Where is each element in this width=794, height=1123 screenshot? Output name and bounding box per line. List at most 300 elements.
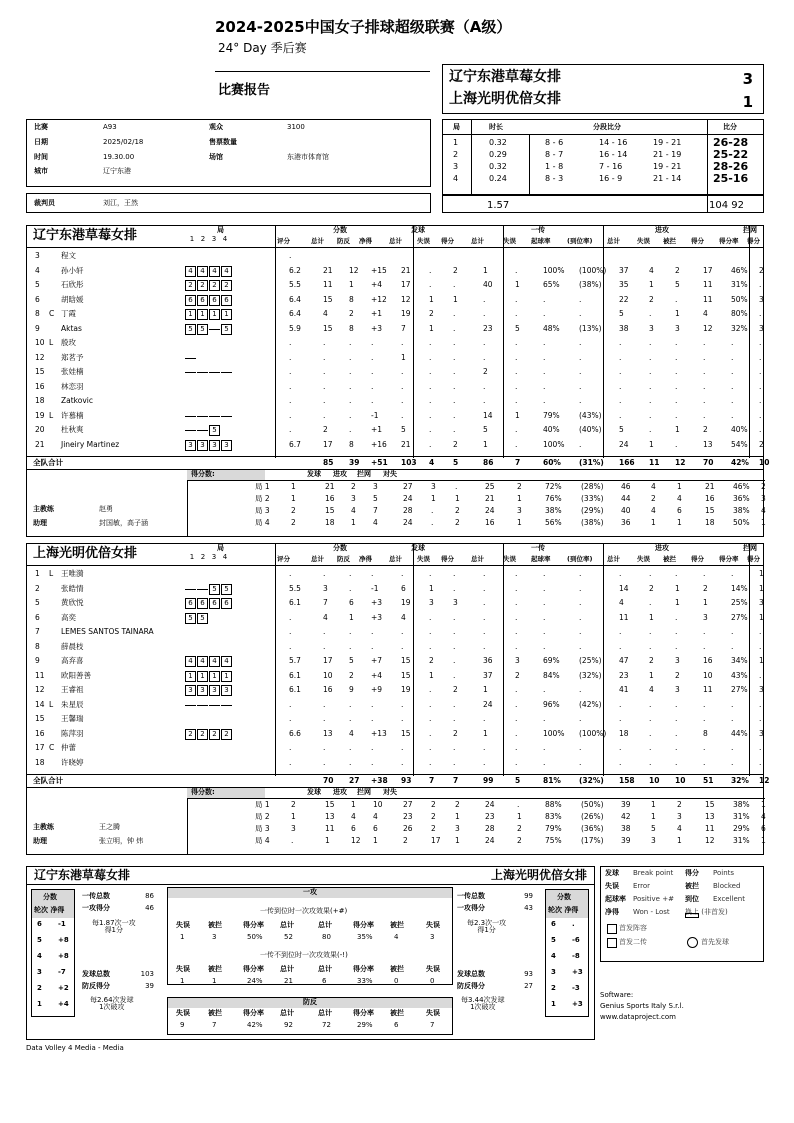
rotation-cell <box>221 705 232 706</box>
away-set-cell: 42 <box>621 812 631 821</box>
away-player-rotation <box>185 598 232 609</box>
home-total-cell: 86 <box>483 458 494 467</box>
home-player-rotation <box>185 440 232 451</box>
away-stat-cell: . <box>289 569 292 578</box>
home-set-cell: 2 <box>517 482 522 491</box>
home-stat-cell: . <box>429 381 432 391</box>
away-stat-cell: . <box>649 641 652 651</box>
home-col-neg: 失误 <box>503 237 516 245</box>
home-assistant-name: 封国敏，高子涵 <box>99 519 148 527</box>
home-set-cell: 40 <box>621 506 631 515</box>
away-total-cell: 7 <box>429 776 435 785</box>
home-player-name: Aktas <box>61 323 82 333</box>
home-total-cell: 12 <box>675 458 686 467</box>
away-player-role: L <box>49 699 54 709</box>
home-stat-cell: . <box>429 425 432 434</box>
center-col-header: 总计 <box>318 921 332 929</box>
away-stat-cell: 14 <box>619 583 629 593</box>
away-stat-cell: . <box>483 641 486 651</box>
away-stat-cell: . <box>619 569 622 578</box>
home-stat-cell: . <box>619 410 622 420</box>
away-player-rotation <box>185 671 232 682</box>
away-hdr-line <box>27 565 763 566</box>
away-stat-cell: . <box>543 641 546 651</box>
away-stat-cell: . <box>483 583 486 593</box>
away-total-cell: 27 <box>349 776 360 785</box>
home-stat-cell: . <box>759 338 762 347</box>
home-stat-cell: . <box>759 309 762 318</box>
home-stat-cell: . <box>649 381 652 391</box>
home-col-tot: 总计 <box>471 237 484 245</box>
legend-value: Blocked <box>713 882 741 890</box>
away-so-value: 43 <box>524 904 533 912</box>
away-stat-cell: . <box>703 757 706 767</box>
away-set-cell: 6 <box>373 824 378 833</box>
set-n: 1 <box>453 138 459 147</box>
home-player-row <box>27 439 763 452</box>
away-stat-cell: 1 <box>759 612 764 622</box>
rotation-cell <box>209 705 220 706</box>
home-stat-cell: 5.5 <box>289 280 301 289</box>
away-stat-cell: . <box>579 685 582 694</box>
away-set-cell: 15 <box>325 800 335 809</box>
rotation-cell: 3 <box>185 685 196 696</box>
away-stat-cell: 2 <box>703 583 708 593</box>
away-set-cell: (17%) <box>581 836 604 845</box>
rotation-cell: 3 <box>209 440 220 451</box>
center-col-header: 失误 <box>176 965 190 973</box>
away-stat-cell: (25%) <box>579 656 602 665</box>
home-stat-cell: . <box>579 294 582 304</box>
away-player-number: 16 <box>35 728 45 738</box>
away-stat-cell: . <box>703 569 706 578</box>
home-stat-cell: 48% <box>543 323 560 333</box>
away-set-cell: 1 <box>455 812 460 821</box>
rotation-cell <box>197 430 208 431</box>
away-stat-cell: . <box>579 627 582 636</box>
away-set-cell: 11 <box>705 824 715 833</box>
legend-value: Excellent <box>713 895 745 903</box>
away-stat-cell: 13 <box>323 728 333 738</box>
center-bp-title: 防反 <box>303 998 317 1006</box>
away-set-cell: 2 <box>677 800 682 809</box>
home-stat-cell: 100% <box>543 265 565 275</box>
away-stat-cell: . <box>349 583 352 593</box>
away-stat-cell: 1 <box>703 598 708 607</box>
away-stat-cell: 15 <box>401 670 411 680</box>
center-value: 3 <box>212 933 217 941</box>
rotation-net: +8 <box>58 952 69 960</box>
home-stat-cell: 100% <box>543 439 565 449</box>
home-set-cell: 21 <box>485 494 495 503</box>
home-stat-cell: 4 <box>649 265 654 275</box>
away-stat-cell: . <box>429 743 432 752</box>
rotation-cell <box>185 358 196 359</box>
home-player-name: Zatkovic <box>61 396 93 405</box>
away-stat-cell: . <box>515 583 518 593</box>
away-set-cell: 38% <box>733 800 750 809</box>
away-player-number: 12 <box>35 685 45 694</box>
home-stat-cell: 1 <box>429 294 434 304</box>
home-player-number: 16 <box>35 381 45 391</box>
away-stat-cell: 3 <box>703 612 708 622</box>
rotation-cell: 3 <box>221 440 232 451</box>
home-stat-cell: 15 <box>323 294 333 304</box>
rotation-cell <box>197 589 208 590</box>
sets-col-duration: 时长 <box>489 123 503 131</box>
away-stat-cell: . <box>515 728 518 738</box>
away-stat-cell: 3 <box>323 583 328 593</box>
home-stat-cell: 31% <box>731 280 748 289</box>
home-group-points: 分数 <box>333 226 347 234</box>
away-stat-cell: 1 <box>759 583 764 593</box>
rotation-cell <box>209 416 220 417</box>
center-col-header: 得分率 <box>243 1009 264 1017</box>
home-stat-cell: . <box>649 352 652 362</box>
away-player-rotation <box>185 685 232 696</box>
rotation-number: 1 <box>551 1000 556 1008</box>
home-total-label: 全队合计 <box>33 458 63 467</box>
away-stat-cell: 1 <box>759 569 764 578</box>
away-stat-cell: . <box>515 699 518 709</box>
away-player-rotation <box>185 700 232 706</box>
away-stat-cell: 6 <box>401 583 406 593</box>
away-stat-cell: . <box>349 627 352 636</box>
away-stat-cell: . <box>543 743 546 752</box>
home-set-cell: 1 <box>517 518 522 527</box>
rotation-row <box>546 985 588 999</box>
home-stat-cell: . <box>759 425 762 434</box>
away-player-number: 1 <box>35 569 40 578</box>
away-stat-cell: . <box>453 583 456 593</box>
home-col-pts: 得分 <box>747 237 760 245</box>
home-stat-cell: . <box>401 381 404 391</box>
home-player-number: 12 <box>35 352 45 362</box>
away-stat-cell: 27% <box>731 685 748 694</box>
home-stat-cell: . <box>323 410 326 420</box>
home-stat-cell: . <box>289 352 292 362</box>
away-stat-cell: -1 <box>371 583 379 593</box>
away-set-row-label: 局 3 <box>255 824 270 833</box>
rotation-cell: 4 <box>197 656 208 667</box>
rotation-row <box>546 953 588 967</box>
home-col-pos: 起球率 <box>531 237 551 245</box>
away-stat-cell: . <box>703 714 706 723</box>
away-player-name: 欧阳善善 <box>61 670 91 680</box>
home-stat-cell: . <box>323 381 326 391</box>
away-stat-cell: . <box>675 714 678 723</box>
center-col-header: 得分率 <box>243 965 264 973</box>
away-stat-cell: . <box>675 757 678 767</box>
home-set-cell: 24 <box>403 518 413 527</box>
legend-value: Error <box>633 882 651 890</box>
referees-box <box>26 193 431 213</box>
home-coach-label: 主教练 <box>33 505 54 513</box>
rotation-number: 1 <box>37 1000 42 1008</box>
home-set-cell: 2 <box>291 518 296 527</box>
home-stat-cell: . <box>543 338 546 347</box>
center-value: 1 <box>212 977 217 985</box>
home-stat-cell: . <box>349 352 352 362</box>
home-total-cell: 11 <box>649 458 660 467</box>
home-set-cell: 4 <box>651 506 656 515</box>
away-stat-cell: . <box>703 743 706 752</box>
away-stat-cell: . <box>579 641 582 651</box>
rotation-cell: 2 <box>197 280 208 291</box>
home-stat-cell: . <box>515 367 518 376</box>
away-stat-cell: (32%) <box>579 670 602 680</box>
home-player-number: 19 <box>35 410 45 420</box>
away-stat-cell: . <box>349 757 352 767</box>
home-stat-cell: . <box>323 338 326 347</box>
home-set-cell: 72% <box>545 482 562 491</box>
away-stat-cell: . <box>429 714 432 723</box>
home-stat-cell: 65% <box>543 280 560 289</box>
home-set-cell: 1 <box>291 494 296 503</box>
home-stat-cell: 11 <box>703 294 713 304</box>
home-player-rotation <box>185 280 232 291</box>
away-setpts-header <box>187 788 765 798</box>
home-header-row <box>27 226 763 248</box>
away-total-cell: 5 <box>515 776 521 785</box>
home-bp-value: 39 <box>145 982 154 990</box>
away-stat-cell: . <box>453 612 456 622</box>
set-p3: 19 - 21 <box>653 138 682 147</box>
away-set-cell: . <box>517 800 520 809</box>
away-bp-label: 防反得分 <box>457 982 485 990</box>
away-stat-cell: 11 <box>703 685 713 694</box>
value-city: 辽宁东港 <box>103 167 131 175</box>
set-n: 3 <box>453 162 459 171</box>
home-player-number: 21 <box>35 439 45 449</box>
home-stat-cell: . <box>483 352 486 362</box>
away-col-err: 失误 <box>417 555 430 563</box>
home-rot-title: 分数 <box>43 893 57 901</box>
home-player-rotation <box>185 309 232 320</box>
home-stat-cell: (38%) <box>579 280 602 289</box>
home-total-cell: 103 <box>401 458 417 467</box>
home-stat-cell: 7 <box>401 323 406 333</box>
home-total-cell: (31%) <box>579 458 604 467</box>
legend-key: 失误 <box>605 882 619 890</box>
away-stat-cell: . <box>483 714 486 723</box>
away-assistant-label: 助理 <box>33 837 47 845</box>
home-stat-cell: 21 <box>323 265 333 275</box>
away-stat-cell: 2 <box>429 656 434 665</box>
home-stat-cell: 5 <box>483 425 488 434</box>
away-set-cell: . <box>291 836 294 845</box>
home-recv-value: 86 <box>145 892 154 900</box>
home-group-serve: 发球 <box>411 226 425 234</box>
away-set-cell: 1 <box>517 812 522 821</box>
home-stat-cell: . <box>483 294 486 304</box>
away-stat-cell: . <box>483 757 486 767</box>
home-stat-cell: 2 <box>349 309 354 318</box>
home-so-value: 46 <box>145 904 154 912</box>
away-stat-cell: . <box>759 627 762 636</box>
away-set-cell: 1 <box>651 812 656 821</box>
home-stat-cell: 2 <box>453 439 458 449</box>
home-stat-cell: -1 <box>371 410 379 420</box>
away-set-cell: 1 <box>761 800 766 809</box>
away-group-reception: 一传 <box>531 544 545 552</box>
rotation-number: 6 <box>37 920 42 928</box>
home-stat-cell: 40% <box>731 425 748 434</box>
set-p2: 14 - 16 <box>599 138 628 147</box>
away-col-tot: 总计 <box>607 555 620 563</box>
home-stat-cell: . <box>289 410 292 420</box>
home-stat-cell: . <box>371 338 374 347</box>
away-stat-cell: 1 <box>429 670 434 680</box>
rotation-cell: 2 <box>221 729 232 740</box>
home-stat-cell: 8 <box>349 323 354 333</box>
rotation-cell: 6 <box>221 295 232 306</box>
rotation-cell: 4 <box>209 266 220 277</box>
away-stat-cell: . <box>703 627 706 636</box>
center-col-header: 总计 <box>318 965 332 973</box>
home-stat-cell: . <box>429 352 432 362</box>
away-stat-cell: . <box>619 757 622 767</box>
legend-value: 换上 (非首发) <box>685 908 728 916</box>
home-bp-note: 每2.64次发球 1次破攻 <box>90 996 134 1011</box>
home-set-cell: 2 <box>351 482 356 491</box>
away-stat-cell: . <box>543 583 546 593</box>
away-stat-cell: 4 <box>401 612 406 622</box>
home-total-cell: 60% <box>543 458 561 467</box>
away-stat-cell: 2 <box>649 656 654 665</box>
away-set-cell: 31% <box>733 836 750 845</box>
set-dur: 0.32 <box>489 138 507 147</box>
home-stat-cell: 5 <box>675 280 680 289</box>
away-set-cell: 1 <box>651 800 656 809</box>
home-group-block: 拦网 <box>743 226 757 234</box>
away-stat-cell: 11 <box>619 612 629 622</box>
home-set-cell: 16 <box>705 494 715 503</box>
home-set-cell: 3 <box>761 494 766 503</box>
rotation-cell: 4 <box>209 656 220 667</box>
home-set-cell: . <box>431 506 434 515</box>
home-stat-cell: . <box>731 396 734 405</box>
home-set-cell: 36% <box>733 494 750 503</box>
rotation-cell: 4 <box>185 266 196 277</box>
home-player-name: 程文 <box>61 251 76 260</box>
home-stat-cell: 37 <box>619 265 629 275</box>
set-score: 25-22 <box>713 148 749 161</box>
home-stat-cell: 2 <box>429 309 434 318</box>
set-n: 4 <box>453 174 459 183</box>
home-set-cell: 4 <box>677 494 682 503</box>
away-player-rotation <box>185 656 232 667</box>
home-stat-cell: . <box>703 381 706 391</box>
center-col-header: 得分率 <box>353 965 374 973</box>
away-total-cell: (32%) <box>579 776 604 785</box>
home-stat-cell: . <box>619 352 622 362</box>
away-set-cell: 2 <box>291 800 296 809</box>
away-total-label: 全队合计 <box>33 776 63 785</box>
away-stat-cell: 100% <box>543 728 565 738</box>
center-value: 80 <box>322 933 331 941</box>
home-stat-cell: 2 <box>453 265 458 275</box>
away-stat-cell: +4 <box>371 670 383 680</box>
home-col-err: 失误 <box>637 237 650 245</box>
home-stat-cell: . <box>453 396 456 405</box>
away-stat-cell: (100%) <box>579 728 607 738</box>
away-setpts-col-b_pts: 拦网 <box>357 788 371 796</box>
away-total-cell: 7 <box>453 776 459 785</box>
away-stat-cell: 34% <box>731 656 748 665</box>
away-stat-cell: 1 <box>675 598 680 607</box>
home-stat-cell: (100%) <box>579 265 607 275</box>
away-stat-cell: +9 <box>371 685 383 694</box>
away-set-cell: 3 <box>455 824 460 833</box>
away-stat-cell: 18 <box>619 728 629 738</box>
away-stat-cell: . <box>371 641 374 651</box>
home-stat-cell: 6.2 <box>289 265 301 275</box>
away-setpts-label: 得分数: <box>191 788 215 796</box>
away-group-set: 局 <box>217 544 224 552</box>
away-set-cell: 23 <box>485 812 495 821</box>
rotation-cell: 6 <box>185 598 196 609</box>
away-stat-cell: . <box>323 627 326 636</box>
value-venue: 东港市体育馆 <box>287 153 329 161</box>
home-player-name: 石欣彤 <box>61 280 84 289</box>
home-stat-cell: . <box>289 367 292 376</box>
away-set-cell: 17 <box>431 836 441 845</box>
away-stat-cell: . <box>453 670 456 680</box>
rotation-row <box>32 937 74 951</box>
away-set-cell: 88% <box>545 800 562 809</box>
home-stat-cell: . <box>453 338 456 347</box>
home-stat-cell: 12 <box>703 323 713 333</box>
away-player-row <box>27 641 763 654</box>
away-stat-cell: . <box>731 743 734 752</box>
home-stat-cell: . <box>675 396 678 405</box>
home-stat-cell: . <box>703 338 706 347</box>
away-player-row <box>27 742 763 755</box>
home-stat-cell: 1 <box>401 352 406 362</box>
away-player-name: 仲蕾 <box>61 743 76 752</box>
away-stat-cell: +3 <box>371 598 383 607</box>
legend-value: Points <box>713 869 735 877</box>
home-setpts-col-a_pts: 进攻 <box>333 470 347 478</box>
home-stat-cell: 40% <box>543 425 560 434</box>
away-player-number: 9 <box>35 656 40 665</box>
away-stat-cell: . <box>289 612 292 622</box>
away-stat-cell: 47 <box>619 656 629 665</box>
center-col-header: 总计 <box>280 1009 294 1017</box>
away-stat-cell: 24 <box>483 699 493 709</box>
away-set-cell: 2 <box>517 836 522 845</box>
rotation-cell: 6 <box>185 295 196 306</box>
home-stat-cell: 35 <box>619 280 629 289</box>
home-player-row <box>27 308 763 321</box>
away-player-row <box>27 757 763 770</box>
legend-value: Break point <box>633 869 674 877</box>
label-city: 城市 <box>34 167 48 175</box>
away-stat-cell: . <box>731 569 734 578</box>
away-col-pos: 起球率 <box>531 555 551 563</box>
away-stat-cell: . <box>515 627 518 636</box>
home-stat-cell: 4 <box>323 309 328 318</box>
home-stat-cell: +1 <box>371 309 383 318</box>
away-stat-cell: 3 <box>759 598 764 607</box>
home-stat-cell: 2 <box>759 439 764 449</box>
home-stat-cell: . <box>429 410 432 420</box>
away-stat-cell: 8 <box>703 728 708 738</box>
rotation-cell: 6 <box>197 295 208 306</box>
rotation-number: 2 <box>37 984 42 992</box>
away-stat-cell: . <box>649 598 652 607</box>
